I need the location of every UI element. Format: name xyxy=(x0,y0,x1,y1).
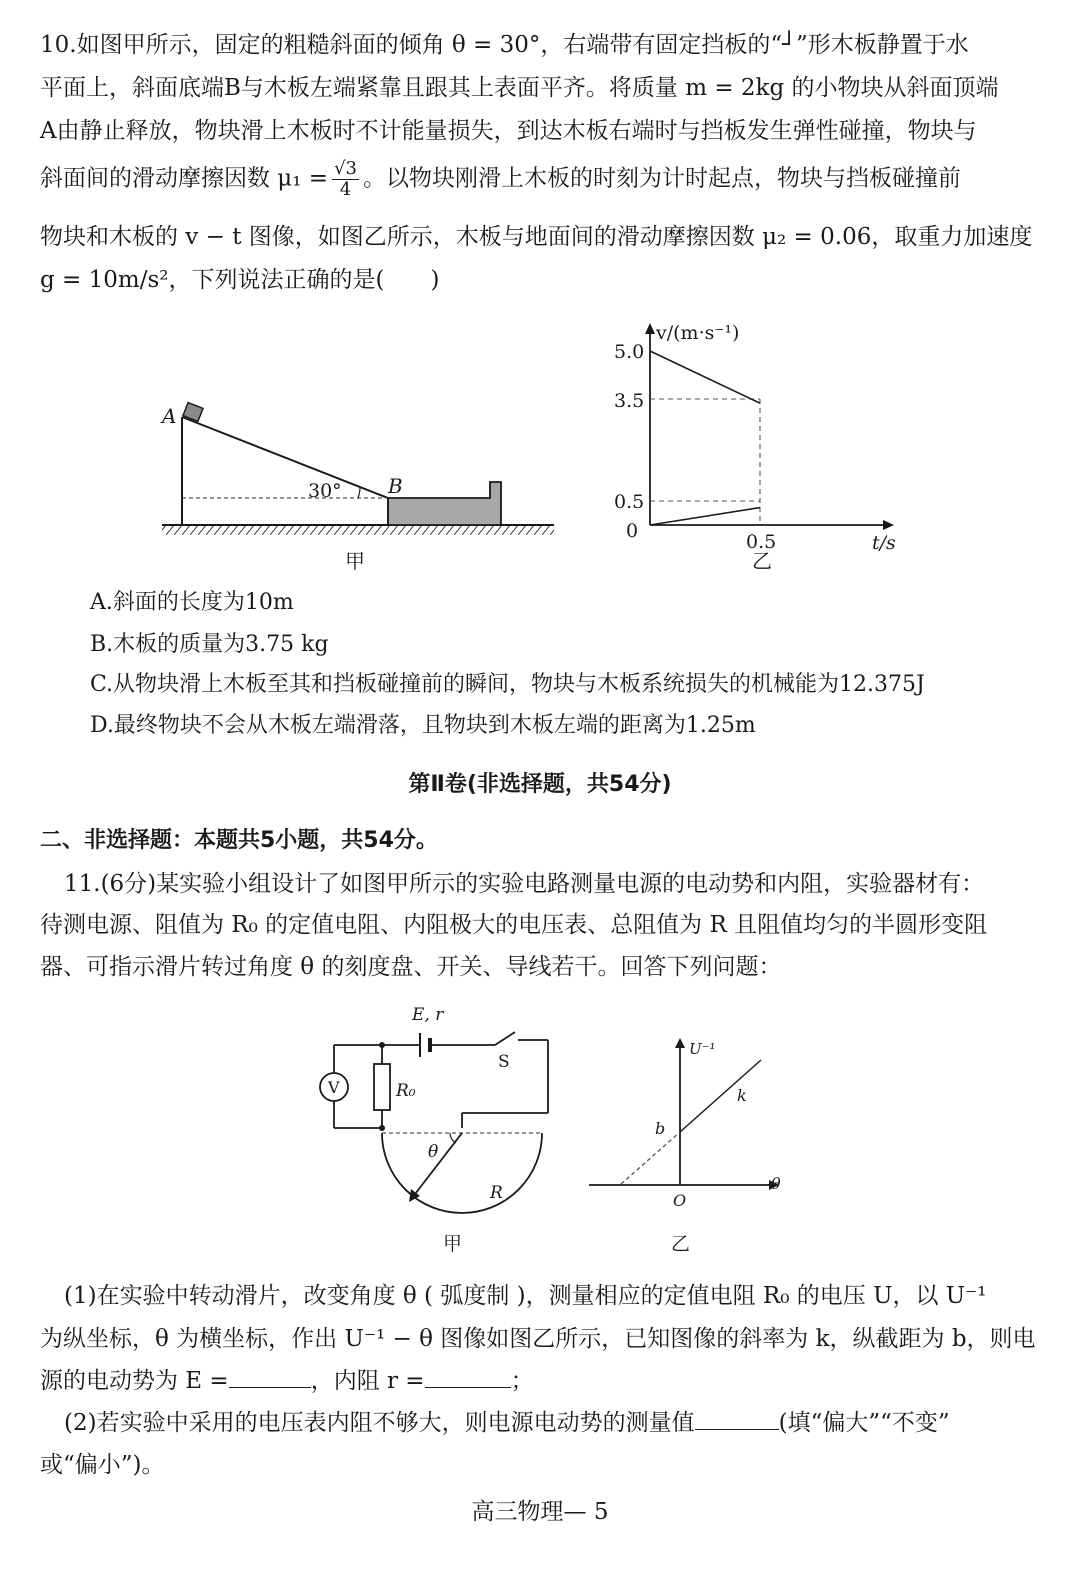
q11-p1-end: ； xyxy=(510,1368,534,1394)
wooden-board xyxy=(388,482,501,525)
junction-bottom xyxy=(379,1125,385,1131)
option-d: D.最终物块不会从木板左端滑落，且物块到木板左端的距离为1.25m xyxy=(90,713,756,738)
inverse-u-graph xyxy=(585,1030,795,1260)
q10-line-4-pre: 斜面间的滑动摩擦因数 μ₁ = xyxy=(40,165,329,192)
vt-dashed-guides xyxy=(650,399,760,525)
q11-p2-line-2: 或“偏小”)。 xyxy=(40,1452,165,1478)
q11-p1-line-1: (1)在实验中转动滑片，改变角度 θ ( 弧度制 )，测量相应的定值电阻 R₀ 的电压 U，以 U⁻¹ xyxy=(64,1283,987,1309)
vt-x-label: t/s xyxy=(872,532,896,554)
option-b: B.木板的质量为3.75 kg xyxy=(90,632,329,657)
label-A: A xyxy=(162,404,177,428)
q11-p2-text: (2)若实验中采用的电压表内阻不够大，则电源电动势的测量值 xyxy=(64,1410,695,1436)
q10-line-4-post: 。以物块刚滑上木板的时刻为计时起点，物块与挡板碰撞前 xyxy=(362,165,961,192)
q10-line-2: 平面上，斜面底端B与木板左端紧靠且跟其上表面平齐。将质量 m = 2kg 的小物块从斜面顶端 xyxy=(40,75,999,101)
y-axis-arrow-icon xyxy=(645,323,655,334)
circuit-diagram xyxy=(300,1000,570,1260)
q10-line-1: 10.如图甲所示，固定的粗糙斜面的倾角 θ = 30°，右端带有固定挡板的“┘”形木板静置于水 xyxy=(40,32,969,58)
page-footer: 高三物理— 5 xyxy=(471,1499,609,1525)
angle-label: 30° xyxy=(308,480,342,502)
q11-p1-line-3 xyxy=(40,1366,534,1396)
graph-slope-k: k xyxy=(737,1086,747,1105)
label-v: V xyxy=(328,1078,340,1097)
x-axis-arrow-icon xyxy=(883,520,894,530)
tick-5.0: 5.0 xyxy=(614,341,645,363)
vt-series-0 xyxy=(650,351,760,403)
q10-line-4 xyxy=(40,159,961,200)
label-B: B xyxy=(388,474,403,498)
q11-line-2: 待测电源、阻值为 R₀ 的定值电阻、内阻极大的电压表、总阻值为 R 且阻值均匀的半圆形变阻 xyxy=(40,912,988,938)
section-heading: 二、非选择题：本题共5小题，共54分。 xyxy=(40,828,438,853)
switch-blade xyxy=(495,1032,515,1045)
vt-y-label: v/(m·s⁻¹) xyxy=(656,322,740,344)
label-theta: θ xyxy=(428,1142,439,1162)
tick-0: 0 xyxy=(626,520,639,542)
q11-line-3: 器、可指示滑片转过角度 θ 的刻度盘、开关、导线若干。回答下列问题： xyxy=(40,954,782,980)
fraction-numerator: √3 xyxy=(334,158,357,179)
vt-series-1 xyxy=(650,508,760,525)
graph-origin: O xyxy=(673,1191,687,1210)
fitted-line xyxy=(680,1060,761,1132)
option-c: C.从物块滑上木板至其和挡板碰撞前的瞬间，物块与木板系统损失的机械能为12.375J xyxy=(90,672,925,697)
fraction-denominator: 4 xyxy=(339,179,352,200)
graph-y-label: U⁻¹ xyxy=(689,1040,716,1058)
ground-hatch xyxy=(162,525,554,535)
answer-blank-measure[interactable] xyxy=(695,1409,779,1430)
fig-caption-jia: 甲 xyxy=(345,549,365,573)
angle-arc xyxy=(358,487,360,498)
incline-figure xyxy=(150,395,570,585)
tick-0.5: 0.5 xyxy=(614,491,645,513)
answer-blank-r[interactable] xyxy=(425,1367,511,1388)
r0-resistor xyxy=(374,1064,390,1110)
q11-p2-options: (填“偏大”“不变” xyxy=(778,1410,950,1436)
extrapolated-dashed-line xyxy=(621,1132,680,1184)
semicircle-resistor xyxy=(382,1133,542,1213)
label-s: S xyxy=(498,1052,510,1072)
vt-graph xyxy=(600,315,910,580)
q10-line-3: A由静止释放，物块滑上木板时不计能量损失，到达木板右端时与挡板发生弹性碰撞，物块与 xyxy=(40,118,977,144)
q11-p1-r-label: ，内阻 r = xyxy=(310,1368,425,1394)
option-a: A.斜面的长度为10m xyxy=(90,590,294,615)
tick-3.5: 3.5 xyxy=(614,390,645,412)
label-r0: R₀ xyxy=(396,1081,416,1101)
q11-p1-e-label: 源的电动势为 E = xyxy=(40,1368,229,1394)
label-er: E, r xyxy=(412,1005,444,1025)
fig-caption-yi: 乙 xyxy=(752,549,772,573)
q11-p1-line-2: 为纵坐标，θ 为横坐标，作出 U⁻¹ − θ 图像如图乙所示，已知图像的斜率为 k，纵截距为 b，则电 xyxy=(40,1326,1036,1352)
label-r: R xyxy=(490,1183,503,1203)
vt-series-group xyxy=(650,351,760,525)
q10-line-5: 物块和木板的 v − t 图像，如图乙所示，木板与地面间的滑动摩擦因数 μ₂ = 0.06，取重力加速度 xyxy=(40,224,1033,250)
graph-intercept-b: b xyxy=(655,1119,666,1138)
mu1-fraction xyxy=(332,159,359,200)
incline-surface xyxy=(182,417,388,498)
u-axis-arrow-icon xyxy=(675,1038,685,1048)
circuit-caption-jia: 甲 xyxy=(443,1233,463,1255)
q10-line-6: g = 10m/s²，下列说法正确的是( ) xyxy=(40,267,440,293)
tick-x-0.5: 0.5 xyxy=(746,531,777,553)
junction-top xyxy=(379,1042,385,1048)
graph-caption-yi: 乙 xyxy=(671,1233,691,1255)
graph-x-label: θ xyxy=(771,1174,781,1193)
q11-p2-line-1 xyxy=(64,1408,950,1438)
section-title: 第Ⅱ卷(非选择题，共54分) xyxy=(408,772,672,797)
q11-line-1: 11.(6分)某实验小组设计了如图甲所示的实验电路测量电源的电动势和内阻，实验器材有： xyxy=(64,871,985,897)
answer-blank-e[interactable] xyxy=(229,1367,311,1388)
